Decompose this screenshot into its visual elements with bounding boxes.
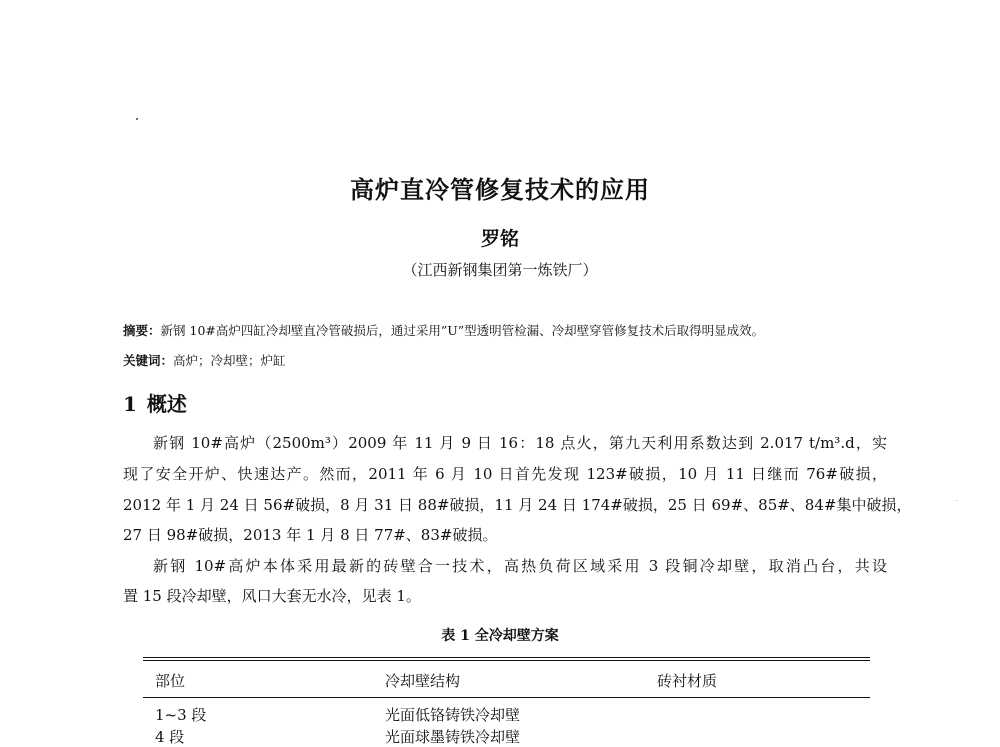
keywords-label: 关键词： [123, 353, 174, 368]
paragraph-1-line-3: 2012 年 1 月 24 日 56#破损，8 月 31 日 88#破损，11 月 24 日 174#破损，25 日 69#、85#、84#集中破损， [123, 496, 912, 514]
paragraph-2-line-2: 置 15 段冷却壁，风口大套无水冷，见表 1。 [123, 587, 421, 605]
paper-title: 高炉直冷管修复技术的应用 [350, 175, 650, 204]
abstract-label: 摘要： [123, 323, 161, 338]
paragraph-2-line-1: 新钢 10#高炉本体采用最新的砖壁合一技术，高热负荷区域采用 3 段铜冷却壁，取消凸台，共设 [153, 557, 887, 575]
abstract [123, 321, 764, 339]
table-cell-cut: 光面球墨铸铁冷却壁 [385, 728, 521, 746]
table-cell: 光面低铬铸铁冷却壁 [385, 706, 521, 724]
table-header-rule [143, 697, 870, 698]
scan-speck [956, 500, 957, 501]
table-cell-cut: 4 段 [155, 728, 185, 746]
section-heading [123, 388, 197, 417]
keywords [123, 351, 286, 369]
table-header-position: 部位 [155, 672, 186, 690]
table-caption: 表 1 全冷却壁方案 [441, 628, 559, 644]
section-number: 1 [123, 392, 137, 416]
paragraph-1-line-2: 现了安全开炉、快速达产。然而，2011 年 6 月 10 日首先发现 123#破损，10 月 11 日继而 76#破损， [123, 465, 887, 483]
table-top-rule-inner [143, 660, 870, 661]
table-top-rule [143, 657, 870, 658]
table-header-lining: 砖衬材质 [657, 672, 718, 690]
paragraph-1-line-1: 新钢 10#高炉（2500m³）2009 年 11 月 9 日 16：18 点火，第九天利用系数达到 2.017 t/m³.d，实 [153, 434, 887, 452]
table-cell: 1~3 段 [155, 706, 207, 724]
table-header-structure: 冷却壁结构 [385, 672, 461, 690]
affiliation: （江西新钢集团第一炼铁厂） [402, 261, 598, 279]
section-title: 概述 [146, 392, 187, 416]
paragraph-1-line-4: 27 日 98#破损，2013 年 1 月 8 日 77#、83#破损。 [123, 526, 498, 544]
author-name: 罗铭 [480, 228, 519, 250]
stray-dot [136, 118, 138, 120]
abstract-text: 新钢 10#高炉四缸冷却壁直冷管破损后，通过采用”U”型透明管检漏、冷却壁穿管修复技术后取得明显成效。 [160, 323, 765, 338]
keywords-text: 高炉；冷却壁；炉缸 [173, 353, 286, 368]
